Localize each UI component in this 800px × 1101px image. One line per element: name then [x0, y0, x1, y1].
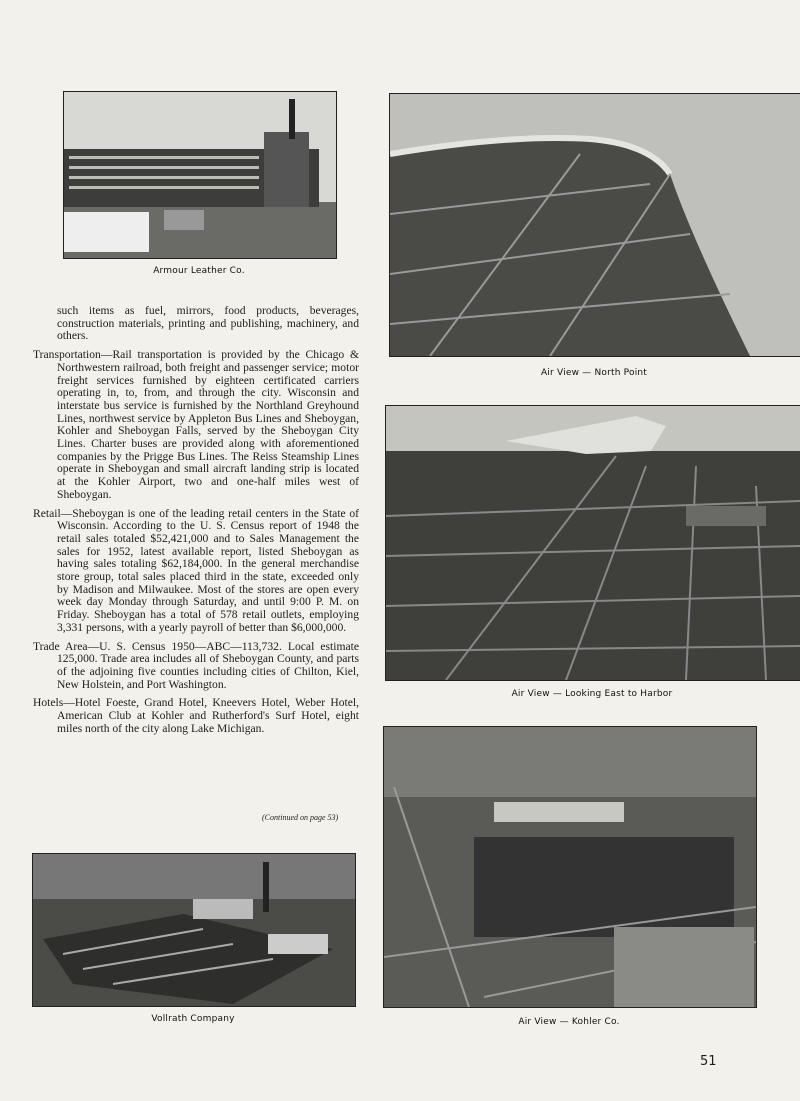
north-point-photo: [389, 93, 800, 357]
intro-paragraph: such items as fuel, mirrors, food products, beverages, construction materials, printing and publishing, machinery, and others.: [57, 304, 359, 343]
north-point-caption: Air View — North Point: [540, 368, 648, 378]
kohler-caption: Air View — Kohler Co.: [518, 1017, 620, 1027]
body-text: [33, 305, 359, 742]
harbor-photo: [385, 405, 800, 681]
hotels-paragraph: Hotels—Hotel Foeste, Grand Hotel, Kneevers Hotel, Weber Hotel, American Club at Kohler and Rutherford's Surf Hotel, eight miles north of the city along Lake Michigan.: [33, 696, 359, 735]
armour-leather-photo: [63, 91, 337, 259]
retail-paragraph: Retail—Sheboygan is one of the leading retail centers in the State of Wisconsin. According to the U. S. Census report of 1948 the retail sales totaled $52,421,000 and to Sales Management the sales for 1952, latest available report, listed Sheboygan as having sales totaling $62,184,000. In the general merchandise store group, total sales placed third in the state, exceeded only by Madison and Milwaukee. Most of the stores are open every week day Monday through Saturday, and until 9:00 P. M. on Friday. Sheboygan has a total of 578 retail outlets, employing 3,331 persons, with a yearly payroll of better than $6,000,000.: [33, 506, 359, 634]
vollrath-photo: [32, 853, 356, 1007]
vollrath-caption: Vollrath Company: [151, 1014, 235, 1024]
continued-note: (Continued on page 53): [262, 813, 339, 822]
transportation-paragraph: Transportation—Rail transportation is provided by the Chicago & Northwestern railroad, both freight and passenger service; motor freight services furnished by eighteen certificated carriers operating in, to, from, and through the city. Wisconsin and interstate bus service is furnished by the Northland Greyhound Lines, northwest service by Appleton Bus Lines and Sheboygan, Kohler and Sheboygan Falls, served by the Sheboygan City Lines. Charter buses are provided along with aforementioned companies by the Prigge Bus Lines. The Reiss Steamship Lines operate in Sheboygan and small aircraft landing strip is located at the Kohler Airport, two and one-half miles west of Sheboygan.: [33, 348, 359, 501]
trade-area-paragraph: Trade Area—U. S. Census 1950—ABC—113,732. Local estimate 125,000. Trade area includes all of Sheboygan County, and parts of the adjoining five counties including cities of Chilton, Kiel, New Holstein, and Port Washington.: [33, 639, 359, 691]
armour-leather-caption: Armour Leather Co.: [153, 266, 245, 276]
page-number: 51: [700, 1054, 717, 1069]
kohler-photo: [383, 726, 757, 1008]
harbor-caption: Air View — Looking East to Harbor: [511, 689, 673, 699]
